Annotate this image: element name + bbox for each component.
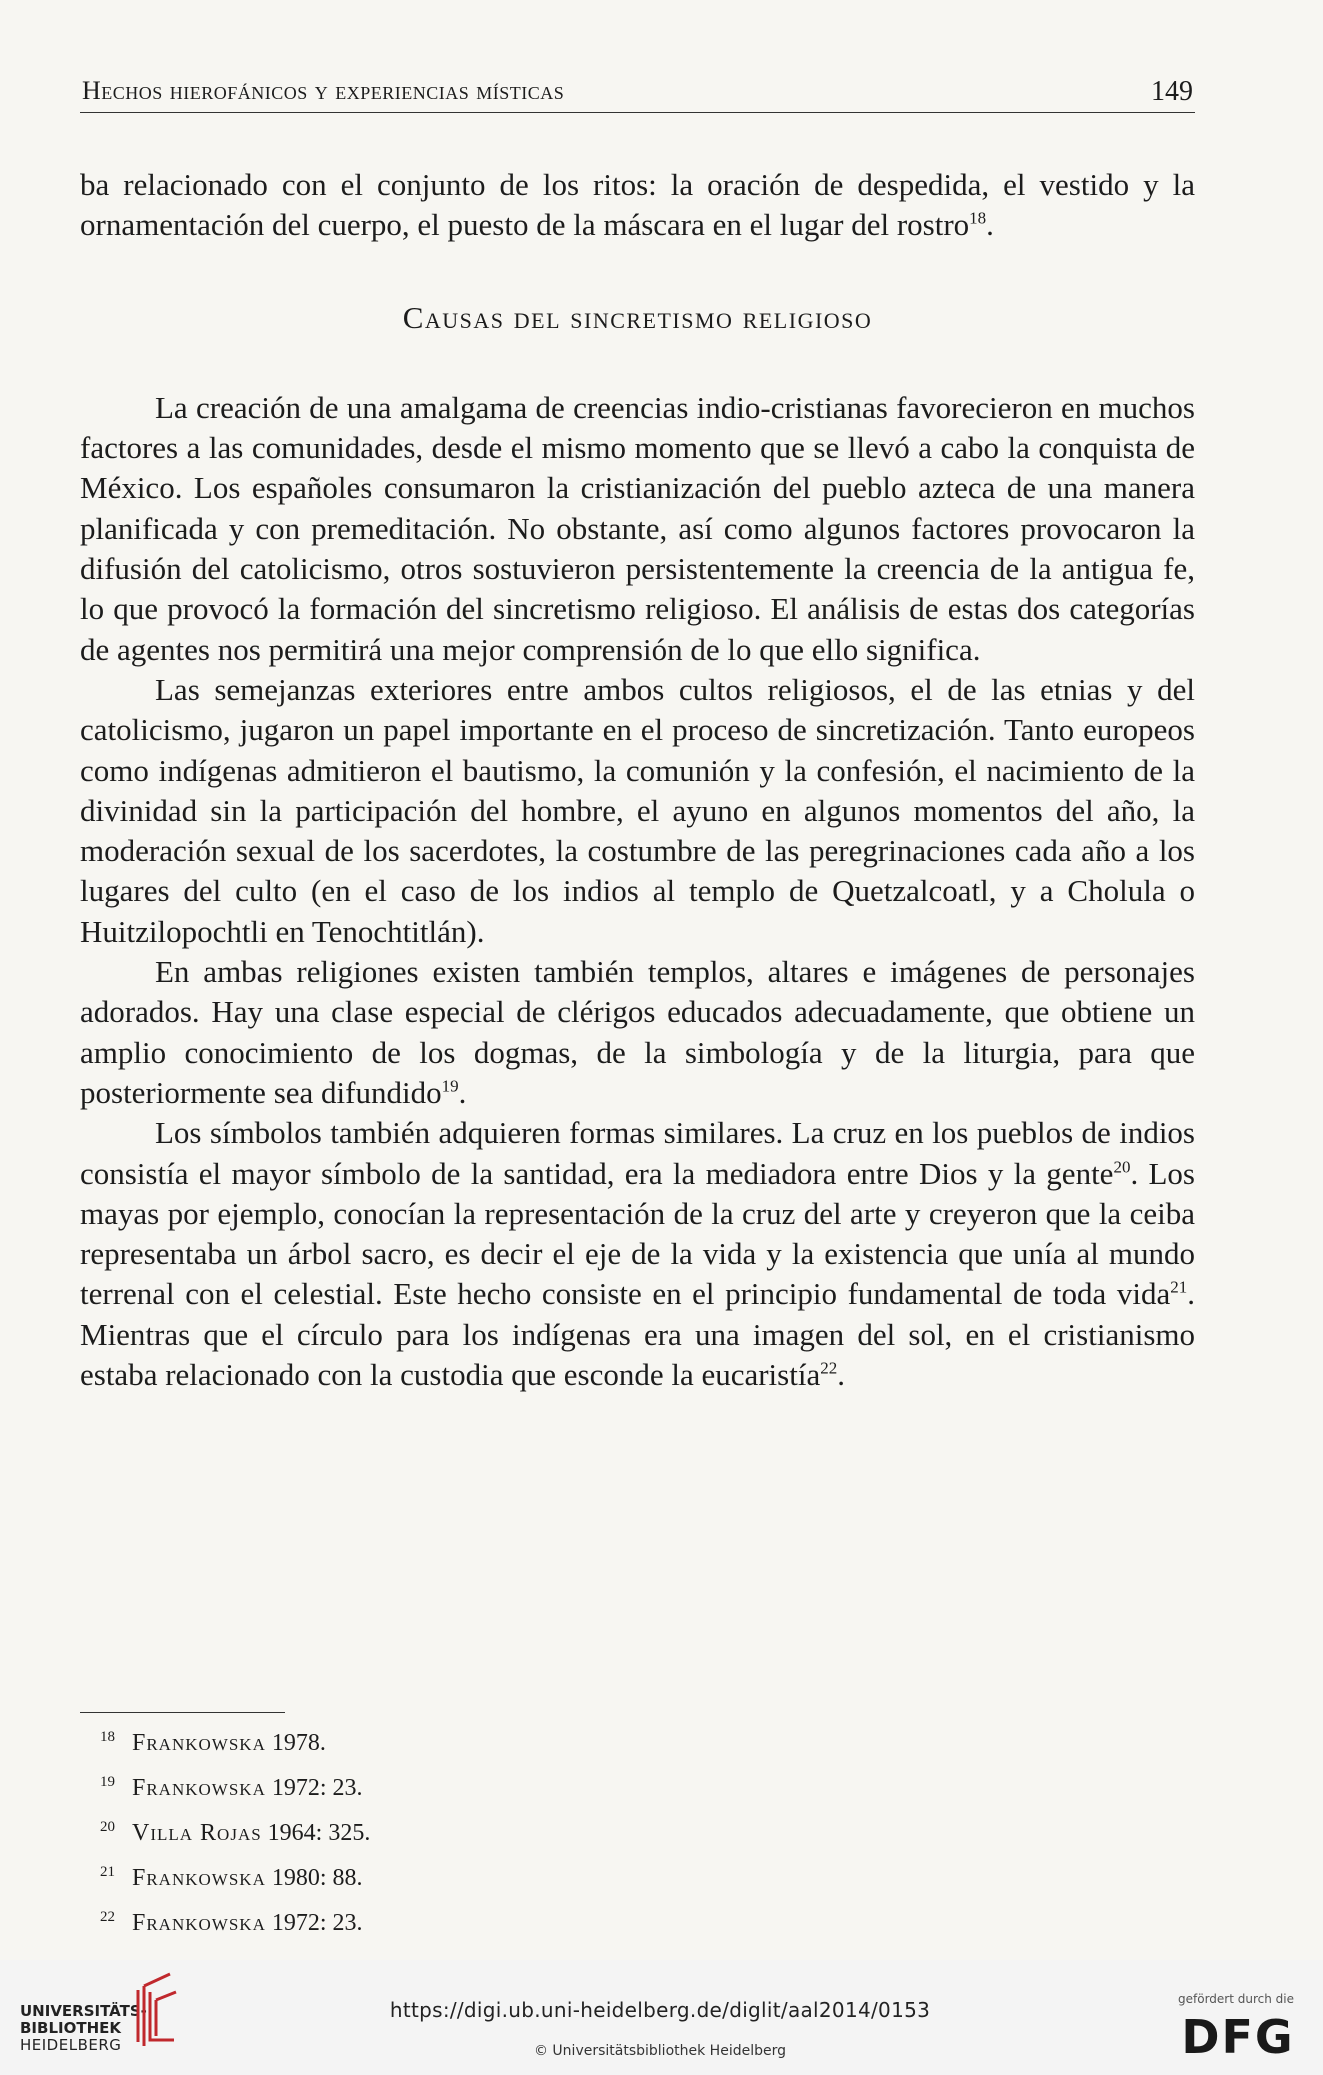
library-name: UNIVERSITÄTS- BIBLIOTHEK HEIDELBERG xyxy=(20,2002,147,2054)
footnote-ref[interactable]: 20 xyxy=(1113,1157,1131,1177)
footnote-ref[interactable]: 22 xyxy=(820,1358,838,1378)
paragraph: La creación de una amalgama de creencias indio-cristianas favorecieron en muchos factores a las comunidades, desde el mismo momento que se llevó a cabo la conquista de México. Los españoles consumaron la cristianización del pueblo azteca de una manera planificada y con premeditación. No obstante, así como algunos factores provocaron la difusión del catolicismo, otros sostuvieron persistentemente la creencia de la antigua fe, lo que provocó la formación del sincretismo religioso. El análisis de estas dos categorías de agentes nos permitirá una mejor comprensión de lo que ello significa. xyxy=(80,389,1195,667)
footnote: 20 Villa Rojas 1964: 325. xyxy=(100,1819,371,1846)
footnote-rule xyxy=(80,1712,285,1713)
paragraph: Los símbolos también adquieren formas similares. La cruz en los pueblos de indios consistía el mayor símbolo de la santidad, era la mediadora entre Dios y la gente$^{20}$. Los mayas por ejemplo, conocían la representación de la cruz del arte y creyeron que la ceiba representaba un árbol sacro, es decir el eje de la vida y la existencia que unía al mundo terrenal con el celestial. Este hecho consiste en el principio fundamental de toda vida$^{21}$. Mientras que el círculo para los indígenas era una imagen del sol, en el cristianismo estaba relacionado con la custodia que esconde la eucaristía$^{22}$. xyxy=(80,1115,1195,1393)
funder-caption: gefördert durch die xyxy=(1178,1992,1294,2006)
library-logo-icon xyxy=(130,1970,190,2050)
footnote-ref[interactable]: 21 xyxy=(1170,1278,1188,1298)
footnote: 19 Frankowska 1972: 23. xyxy=(100,1774,363,1801)
page-number: 149 xyxy=(1151,76,1193,107)
paragraph-continued: ba relacionado con el conjunto de los ritos: la oración de despedida, el vestido y la ornamentación del cuerpo, el puesto de la máscara en el lugar del rostro$^{18}$. xyxy=(80,167,1195,243)
paragraph: En ambas religiones existen también templos, altares e imágenes de personajes adorados. Hay una clase especial de clérigos educados adecuadamente, que obtiene un amplio conocimiento de los dogmas, de la simbología y de la liturgia, para que posteriormente sea difundido$^{19}$. xyxy=(80,954,1195,1110)
section-heading: Causas del sincretismo religioso xyxy=(402,299,873,335)
footnote: 21 Frankowska 1980: 88. xyxy=(100,1864,363,1891)
permalink[interactable]: https://digi.ub.uni-heidelberg.de/diglit/aal2014/0153 xyxy=(389,1998,931,2022)
footnote: 18 Frankowska 1978. xyxy=(100,1729,326,1756)
dfg-logo: DFG xyxy=(1181,2010,1295,2064)
footnote-ref[interactable]: 18 xyxy=(969,208,987,228)
body-text xyxy=(80,165,1195,1395)
paragraph: Las semejanzas exteriores entre ambos cultos religiosos, el de las etnias y del catolicismo, jugaron un papel importante en el proceso de sincretización. Tanto europeos como indígenas admitieron el bautismo, la comunión y la confesión, el nacimiento de la divinidad sin la participación del hombre, el ayuno en algunos momentos del año, la moderación sexual de los sacerdotes, la costumbre de las peregrinaciones cada año a los lugares del culto (en el caso de los indios al templo de Quetzalcoatl, y a Cholula o Huitzilopochtli en Tenochtitlán). xyxy=(80,671,1195,949)
running-title: Hechos hierofánicos y experiencias místicas xyxy=(82,76,565,105)
copyright-notice: © Universitätsbibliothek Heidelberg xyxy=(533,2043,786,2059)
footnotes xyxy=(100,1718,370,1943)
footnote-ref[interactable]: 19 xyxy=(441,1076,459,1096)
footnote: 22 Frankowska 1972: 23. xyxy=(100,1909,363,1936)
running-head xyxy=(80,72,1195,113)
